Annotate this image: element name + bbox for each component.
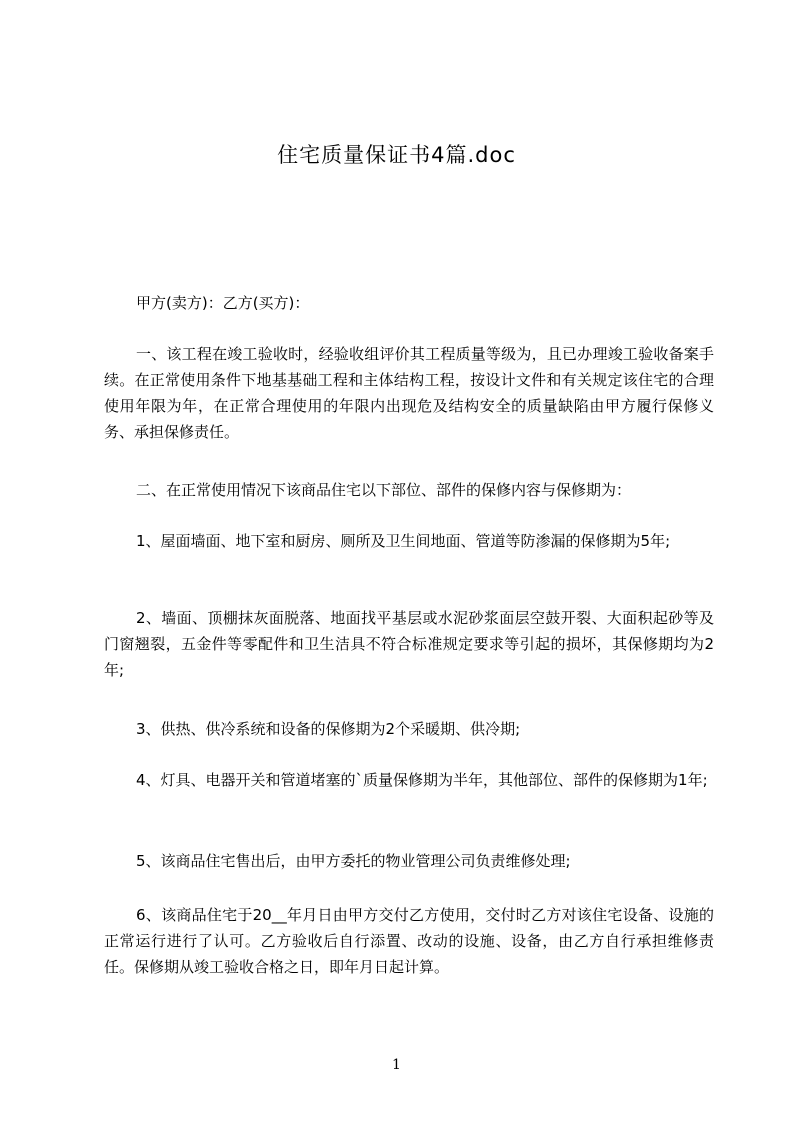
clause-2-heading: 二、在正常使用情况下该商品住宅以下部位、部件的保修内容与保修期为：: [136, 481, 632, 499]
item-4-paragraph: 4、灯具、电器开关和管道堵塞的`质量保修期为半年，其他部位、部件的保修期为1年;: [136, 771, 708, 789]
parties-line: 甲方(卖方)：乙方(买方)：: [136, 294, 310, 312]
item-2-paragraph: 2、墙面、顶棚抹灰面脱落、地面找平基层或水泥砂浆面层空鼓开裂、大面积起砂等及门窗翘裂，五金件等零配件和卫生洁具不符合标准规定要求等引起的损坏，其保修期均为2年;: [104, 609, 714, 679]
item-3-paragraph: 3、供热、供冷系统和设备的保修期为2个采暖期、供冷期;: [136, 720, 521, 738]
clause-1-paragraph: 一、该工程在竣工验收时，经验收组评价其工程质量等级为，且已办理竣工验收备案手续。在正常使用条件下地基基础工程和主体结构工程，按设计文件和有关规定该住宅的合理使用年限为年，在正常合理使用的年限内出现危及结构安全的质量缺陷由甲方履行保修义务、承担保修责任。: [104, 345, 714, 441]
item-1-paragraph: 1、屋面墙面、地下室和厨房、厕所及卫生间地面、管道等防渗漏的保修期为5年;: [136, 532, 671, 550]
document-title: 住宅质量保证书4篇.doc: [277, 143, 516, 167]
item-6-paragraph: 6、该商品住宅于20__年月日由甲方交付乙方使用，交付时乙方对该住宅设备、设施的正常运行进行了认可。乙方验收后自行添置、改动的设施、设备，由乙方自行承担维修责任。保修期从竣工验收合格之日，即年月日起计算。: [104, 906, 714, 976]
page-number: 1: [392, 1057, 401, 1073]
item-5-paragraph: 5、该商品住宅售出后，由甲方委托的物业管理公司负责维修处理;: [136, 852, 571, 870]
